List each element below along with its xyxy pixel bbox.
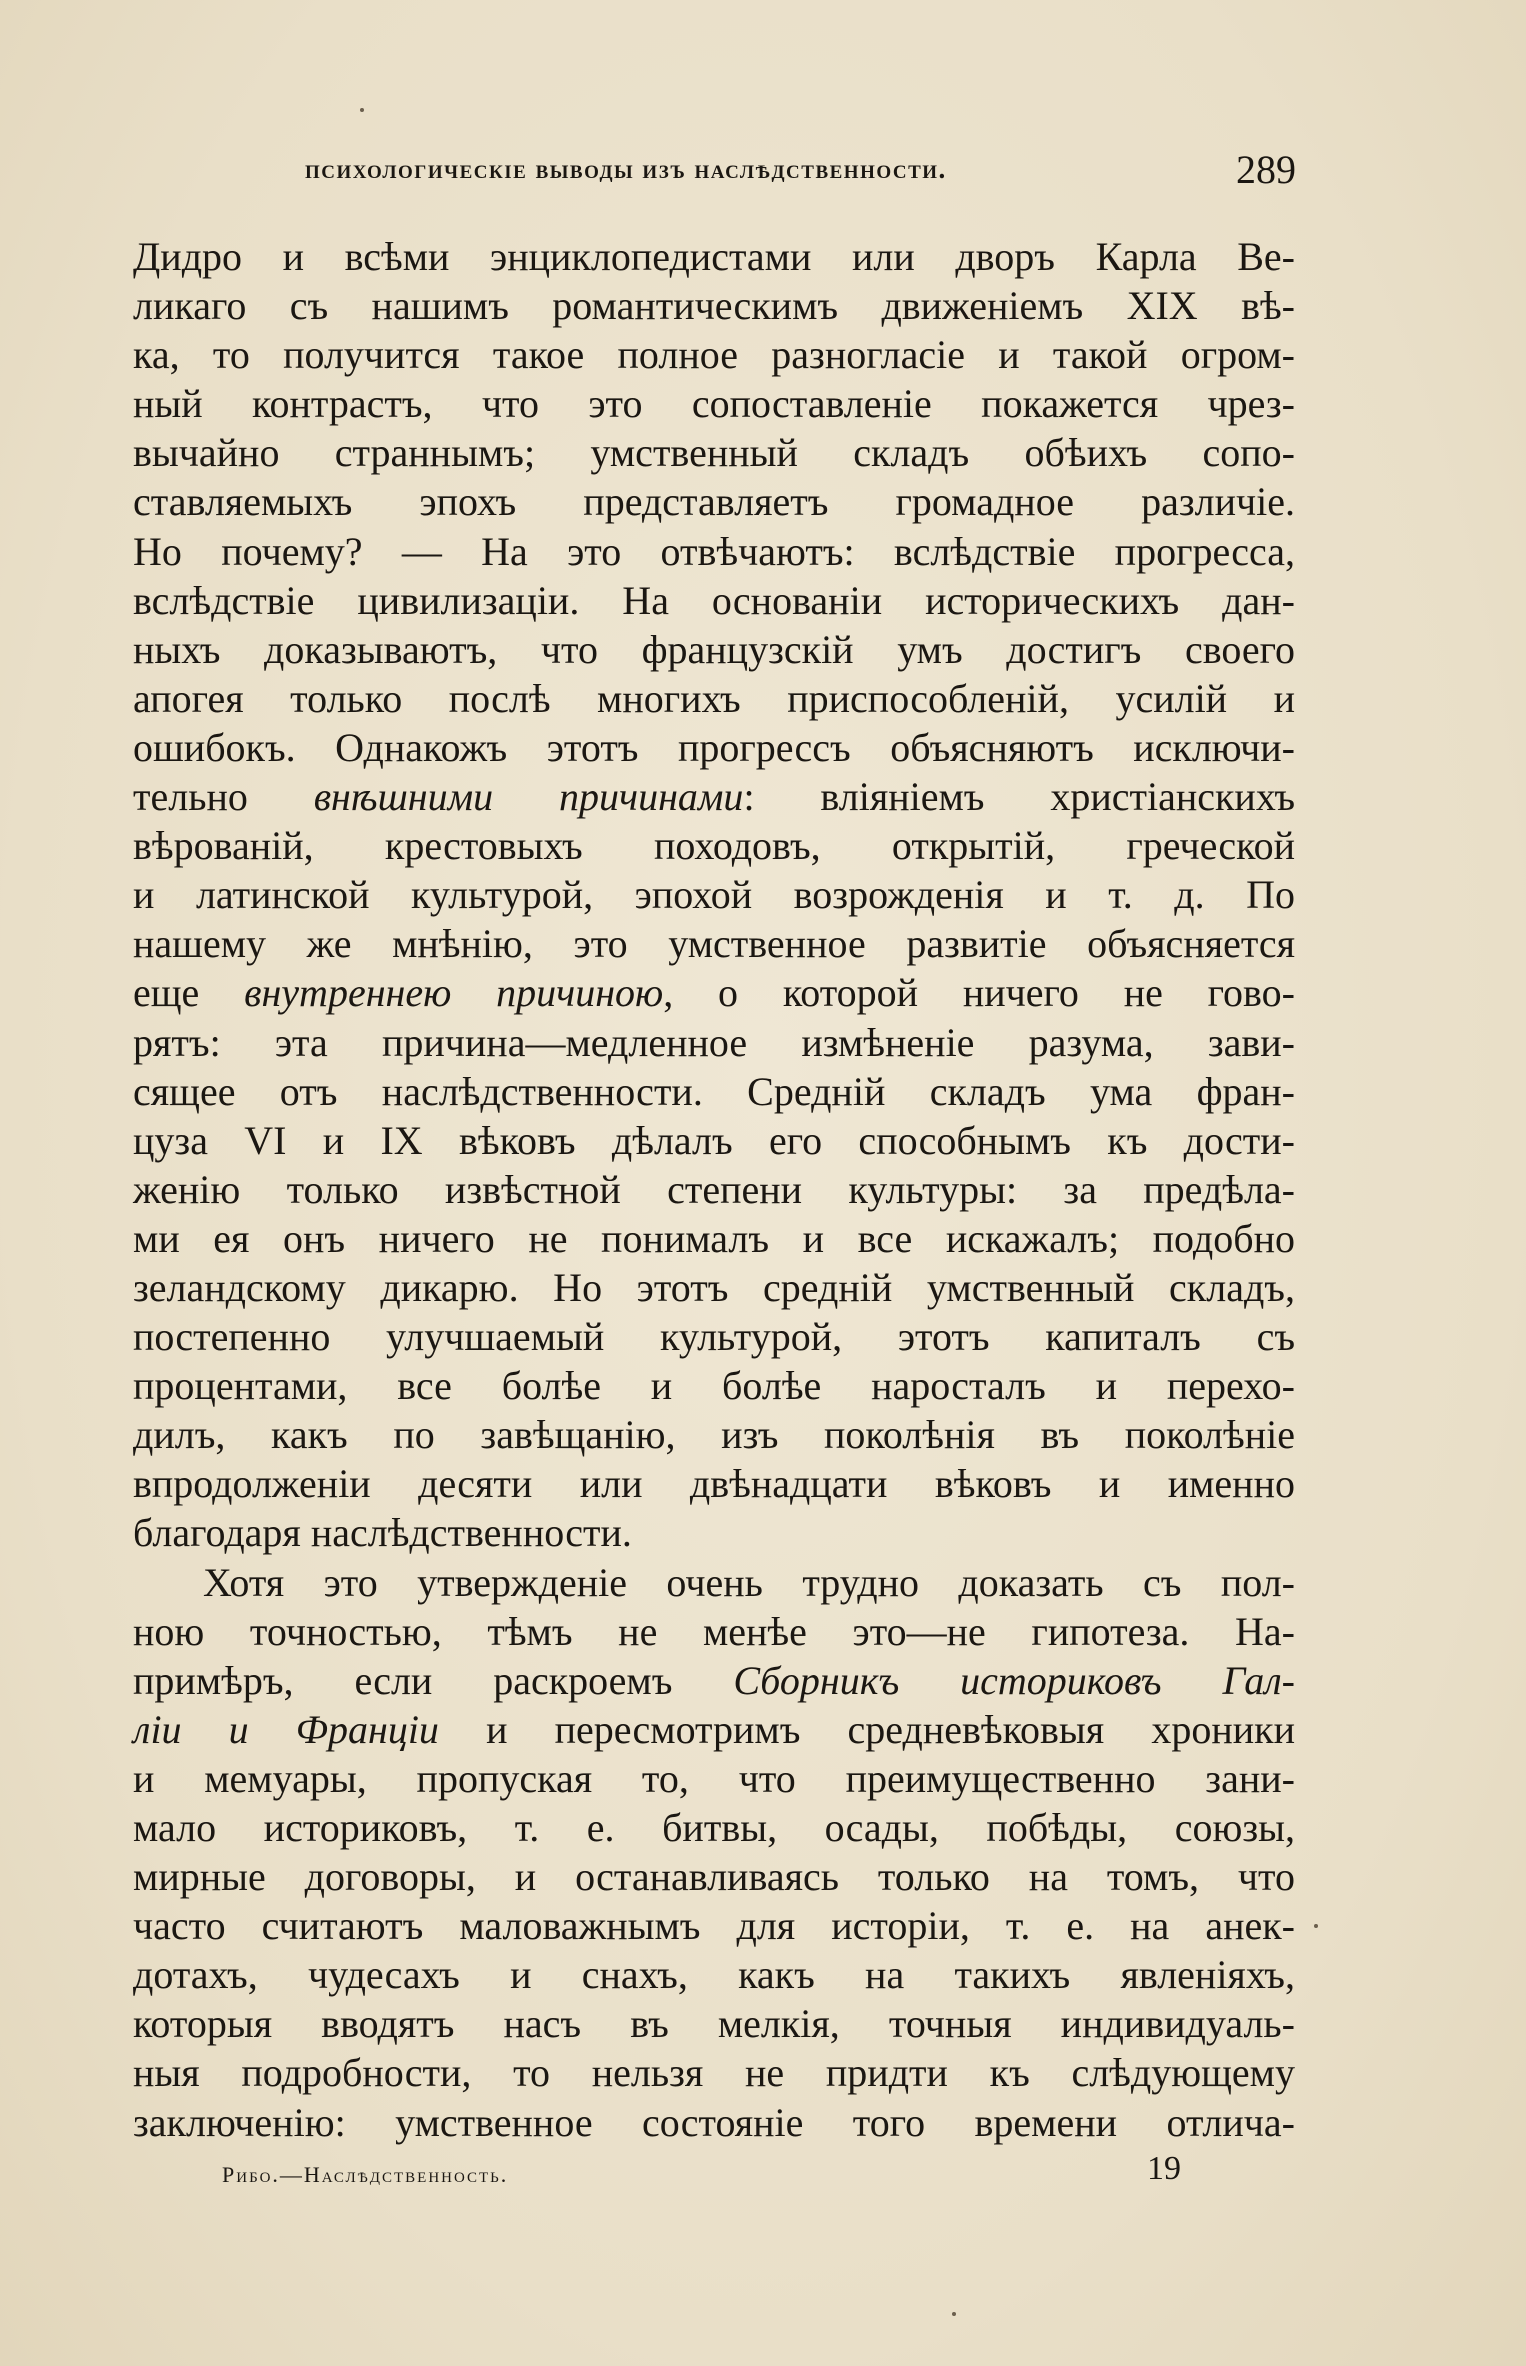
- text-line: дилъ, какъ по завѣщанію, изъ поколѣнія въ поколѣніе: [133, 1412, 1295, 1458]
- body-text: [133, 232, 1295, 2147]
- text-line: и мемуары, пропуская то, что преимущественно зани-: [133, 1755, 1295, 1801]
- text-line: заключенію: умственное состояніе того времени отлича-: [133, 2099, 1295, 2145]
- text-line: нашему же мнѣнію, это умственное развитіе объясняется: [133, 921, 1295, 967]
- signature-mark: 19: [1147, 2150, 1181, 2187]
- text-line: ныя подробности, то нельзя не придти къ слѣдующему: [133, 2050, 1295, 2096]
- text-line: [133, 772, 1295, 821]
- text-segment: примѣръ, если раскроемъ: [133, 1657, 734, 1703]
- paper-speck: [1314, 1924, 1318, 1928]
- text-segment: : вліяніемъ христіанскихъ: [743, 774, 1295, 820]
- text-line: процентами, все болѣе и болѣе наросталъ и перехо-: [133, 1363, 1295, 1409]
- text-line: Хотя это утвержденіе очень трудно доказать съ пол-: [203, 1559, 1295, 1605]
- text-segment: еще: [133, 970, 245, 1016]
- running-head: [130, 146, 1296, 196]
- text-line: мирные договоры, и останавливаясь только на томъ, что: [133, 1854, 1295, 1900]
- text-line: ка, то получится такое полное разногласіе и такой огром-: [133, 332, 1295, 378]
- italic-emphasis: внѣшними причинами: [313, 774, 744, 820]
- page-footer: [222, 2150, 1222, 2200]
- text-line: вслѣдствіе цивилизаціи. На основаніи историческихъ дан-: [133, 577, 1295, 623]
- text-line: [133, 1705, 1295, 1754]
- text-line: рятъ: эта причина—медленное измѣненіе разума, зави-: [133, 1019, 1295, 1065]
- footer-author-title: Рибо.—Наслѣдственность.: [222, 2162, 509, 2187]
- text-line: зеландскому дикарю. Но этотъ средній умственный складъ,: [133, 1264, 1295, 1310]
- paper-speck: [952, 2312, 956, 2316]
- text-line: Но почему? — На это отвѣчаютъ: вслѣдствіе прогресса,: [133, 528, 1295, 574]
- text-line: постепенно улучшаемый культурой, этотъ капиталъ съ: [133, 1314, 1295, 1360]
- text-segment: , о которой ничего не гово-: [663, 970, 1295, 1016]
- text-line: женію только извѣстной степени культуры: за предѣла-: [133, 1166, 1295, 1212]
- text-line: ною точностью, тѣмъ не менѣе это—не гипотеза. На-: [133, 1608, 1295, 1654]
- text-line: ми ея онъ ничего не понималъ и все искажалъ; подобно: [133, 1215, 1295, 1261]
- running-title: психологическіе выводы изъ наслѣдственности.: [305, 154, 947, 184]
- text-line: ликаго съ нашимъ романтическимъ движеніемъ XIX вѣ-: [133, 283, 1295, 329]
- paper-speck: [360, 108, 364, 112]
- italic-emphasis: Сборникъ историковъ Гал-: [733, 1657, 1295, 1703]
- text-line: сящее отъ наслѣдственности. Средній складъ ума фран-: [133, 1068, 1295, 1114]
- text-line: и латинской культурой, эпохой возрожденія и т. д. По: [133, 872, 1295, 918]
- text-line: благодаря наслѣдственности.: [133, 1510, 632, 1556]
- text-segment: и пересмотримъ средневѣковыя хроники: [438, 1706, 1295, 1752]
- text-line: ныхъ доказываютъ, что французскій умъ достигъ своего: [133, 626, 1295, 672]
- text-line: дотахъ, чудесахъ и снахъ, какъ на такихъ явленіяхъ,: [133, 1952, 1295, 1998]
- text-line: апогея только послѣ многихъ приспособленій, усилій и: [133, 675, 1295, 721]
- text-line: цуза VI и IX вѣковъ дѣлалъ его способнымъ къ дости-: [133, 1117, 1295, 1163]
- text-line: которыя вводятъ насъ въ мелкія, точныя индивидуаль-: [133, 2001, 1295, 2047]
- text-line: Дидро и всѣми энциклопедистами или дворъ Карла Ве-: [133, 234, 1295, 279]
- text-line: впродолженіи десяти или двѣнадцати вѣковъ и именно: [133, 1461, 1295, 1507]
- italic-emphasis: ліи и Франціи: [133, 1706, 439, 1752]
- text-line: ошибокъ. Однакожъ этотъ прогрессъ объясняютъ исключи-: [133, 724, 1295, 770]
- italic-emphasis: внутреннею причиною: [244, 970, 664, 1016]
- text-line: мало историковъ, т. е. битвы, осады, побѣды, союзы,: [133, 1805, 1295, 1850]
- text-line: [133, 968, 1295, 1017]
- text-line: вѣрованій, крестовыхъ походовъ, открытій, греческой: [133, 823, 1295, 869]
- text-line: часто считаютъ маловажнымъ для исторіи, т. е. на анек-: [133, 1903, 1295, 1949]
- text-line: [133, 1656, 1295, 1705]
- text-line: вычайно страннымъ; умственный складъ обѣихъ сопо-: [133, 430, 1295, 476]
- text-line: ный контрастъ, что это сопоставленіе покажется чрез-: [133, 381, 1295, 427]
- text-segment: тельно: [133, 774, 314, 820]
- text-line: ставляемыхъ эпохъ представляетъ громадное различіе.: [133, 479, 1295, 525]
- page-number: 289: [1236, 147, 1296, 192]
